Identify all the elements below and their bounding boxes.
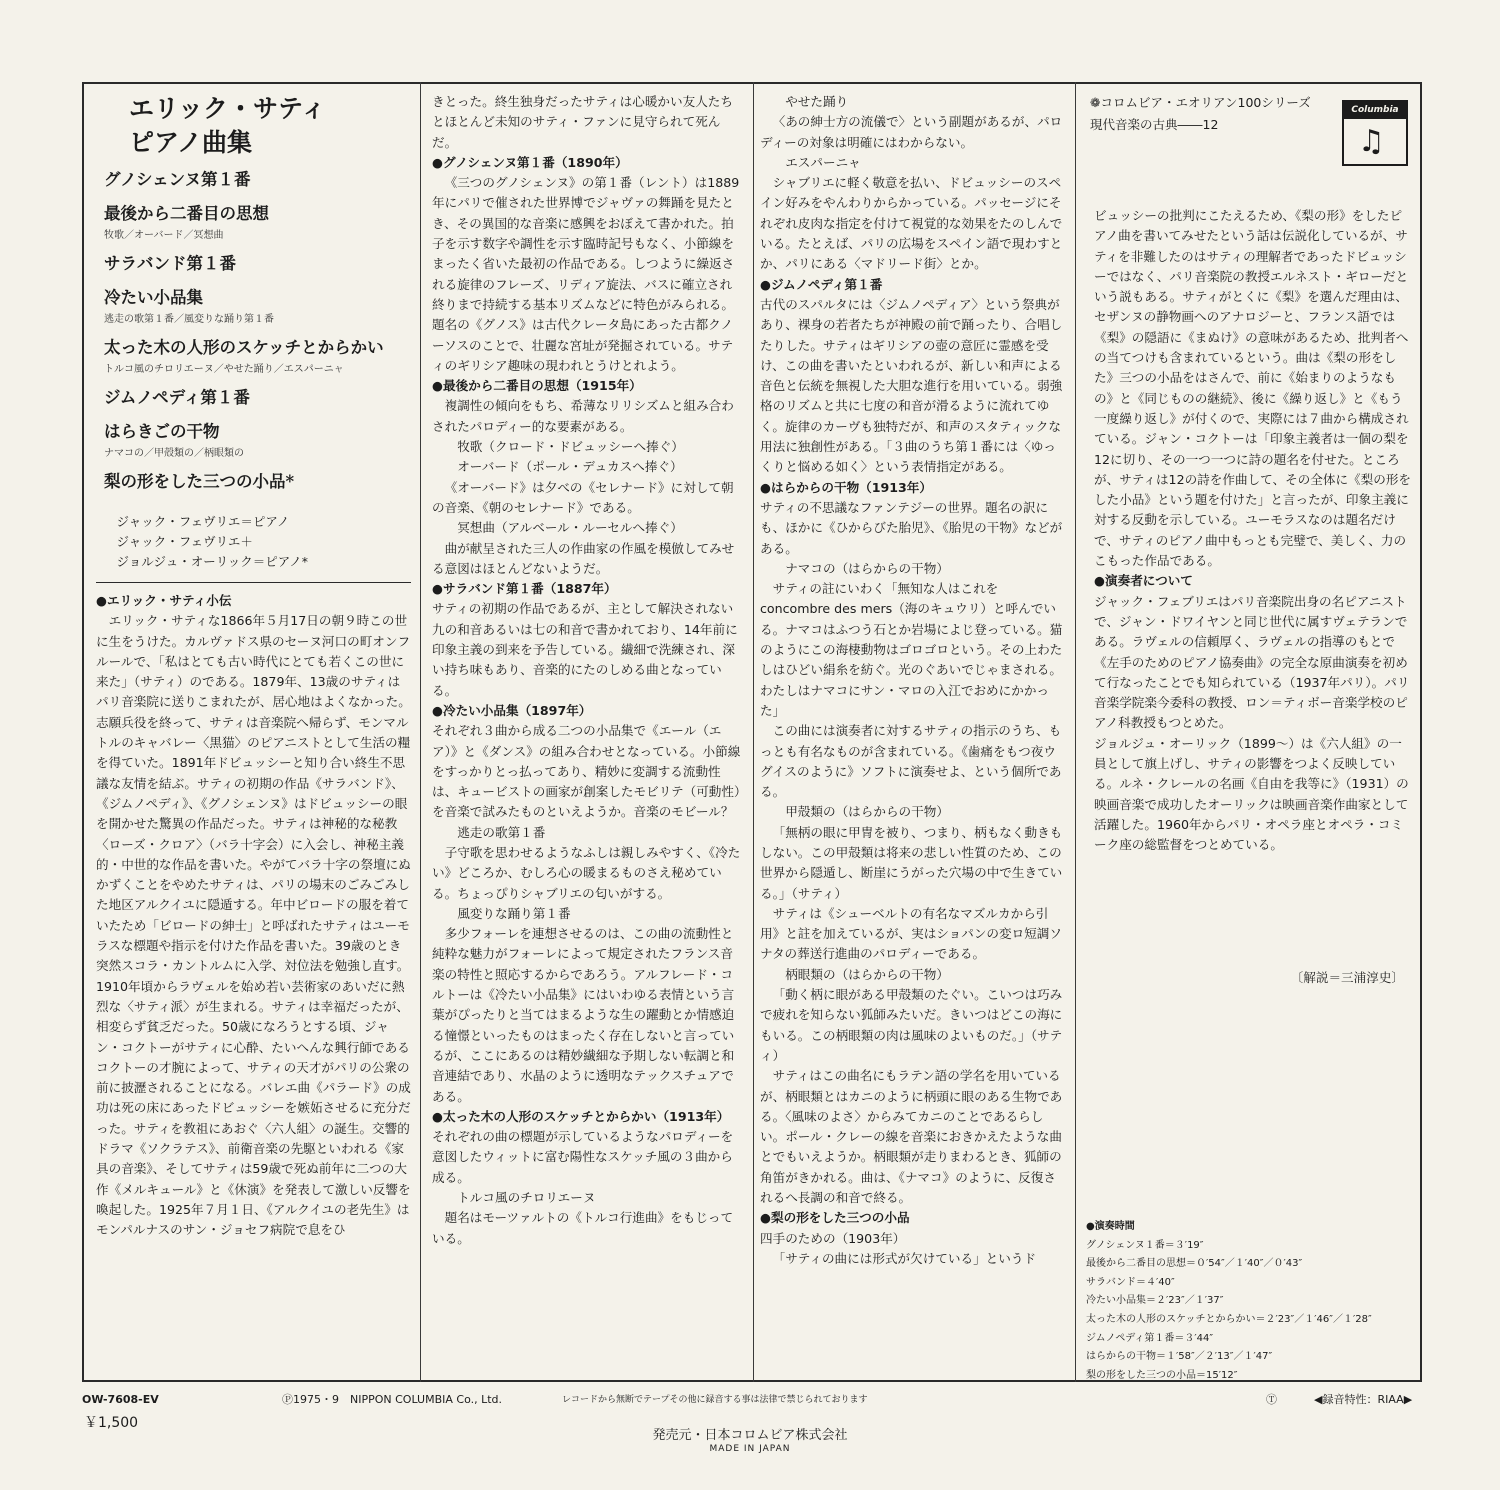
section-heading: ● 演奏者について bbox=[1094, 571, 1412, 591]
track-movements: トルコ風のチロリエーヌ／やせた踊り／エスパーニャ bbox=[104, 364, 344, 375]
piece-subheading: 柄眼類の（はらからの干物） bbox=[785, 966, 949, 982]
paragraph: 四手のための（1903年） bbox=[760, 1230, 906, 1246]
paragraph: サティの不思議なファンテジーの世界。題名の訳にも、ほかに《ひからびた胎児》、《胎児の干物》などがある。 bbox=[760, 499, 1063, 556]
timing-row: グノシェンヌ１番＝３′19″ bbox=[1086, 1239, 1204, 1251]
section-heading: ● 冷たい小品集（1897年） bbox=[432, 701, 744, 721]
publisher: 発売元・日本コロムビア株式会社 bbox=[652, 1428, 848, 1443]
paragraph: ジャック・フェブリエはパリ音楽院出身の名ピアニストで、ジャン・ドワイヤンと同じ世代に属すヴェテランである。ラヴェルの信頼厚く、ラヴェルの指導のもとで《左手のためのピアノ協奏曲》の完全な原曲演奏を初めて行なったことでも知られている（1937年パリ）。パリ音楽学院楽今委科の教授、ロン＝ティボー音楽学校のピアノ科教授もつとめた。 bbox=[1094, 593, 1410, 731]
piece-subheading: やせた踊り bbox=[785, 94, 849, 109]
paragraph: 「動く柄に眼がある甲殻類のたぐい。こいつは巧みで疲れを知らない狐師みたいだ。きいつはどこの海にもいる。この柄眼類の肉は風味のよいものだ。」（サティ） bbox=[760, 987, 1063, 1063]
timing-row: はらからの干物＝１′58″／２′13″／１′47″ bbox=[1086, 1351, 1273, 1363]
timing-row: 太った木の人形のスケッチとからかい＝２′23″／１′46″／１′28″ bbox=[1086, 1313, 1372, 1325]
paragraph: それぞれの曲の標題が示しているようなパロディーを意図したウィットに富む陽性なスケッチ風の３曲から成る。 bbox=[432, 1129, 734, 1185]
timing-title: ●演奏時間 bbox=[1086, 1221, 1135, 1232]
section-heading: ● 太った木の人形のスケッチとからかい（1913年） bbox=[432, 1107, 744, 1127]
footer-bar bbox=[82, 1392, 1422, 1408]
track-movements: 逃走の歌第１番／風変りな踊り第１番 bbox=[104, 314, 274, 325]
riaa-note: ◀録音特性：RIAA▶ bbox=[1314, 1393, 1413, 1406]
paragraph: 曲が献呈された三人の作曲家の作風を模倣してみせる意図はほとんどないようだ。 bbox=[432, 540, 735, 576]
timing-row: 梨の形をした三つの小品＝15′12″ bbox=[1086, 1369, 1238, 1381]
series-header bbox=[1090, 92, 1350, 136]
copyright: Ⓟ1975・9 NIPPON COLUMBIA Co., Ltd. bbox=[282, 1393, 503, 1406]
paragraph: ジョルジュ・オーリック（1899～）は《六人組》の一員として旗上げし、サティの影響をつよく反映している。ルネ・クレールの名画《自由を我等に》（1931）の映画音楽で成功したオーリックは映画音楽作曲家として活躍した。1960年からパリ・オペラ座とオペラ・コミーク座の総監督をつとめている。 bbox=[1094, 735, 1409, 853]
paragraph: それぞれ３曲から成る二つの小品集で《エール（エア）》と《ダンス》の組み合わせとなっている。小節線をすっかりとっ払ってあり、精妙に変調する流動性は、キュービストの画家が創案したモビリテ（可動性）を音楽で試みたものといえようか。音楽のモビール？ bbox=[432, 723, 741, 820]
catalog-number: OW-7608-EV bbox=[82, 1393, 159, 1406]
paragraph: この曲には演奏者に対するサティの指示のうち、もっとも有名なものが含まれている。《歯痛をもつ夜ウグイスのように》ソフトに演奏せよ、という個所である。 bbox=[760, 723, 1062, 800]
column-rule bbox=[1075, 82, 1076, 1382]
paragraph: ビュッシーの批判にこたえるため、《梨の形》をしたピアノ曲を書いてみせたという話は伝説化しているが、サティを非難したのはサティの理解者であったドビュッシーではなく、パリ音楽院の教授エルネスト・ギローだという説もある。サティがとくに《梨》を選んだ理由は、セザンヌの静物画へのアナロジーと、フランス語では《梨》の隠語に《まぬけ》の意味があるため、批判者への当てつけも含まれているという。曲は《梨の形をした》三つの小品をはさんで、前に《始まりのようなもの》と《同じものの継続》、後に《繰り返し》と《もう一度繰り返し》が付くので、実際には７曲から構成されている。ジャン・コクトーは「印象主義者は一個の梨を12に切り、その一つ一つに詩の題名を付せた。ところが、サティは12の詩を作曲して、その全体に《梨の形をした小品》という題を付けた」と言ったが、印象主義に対する反動を示している。ユーモラスなのは題名だけで、サティのピアノ曲中もっとも完璧で、美しく、力のこもった作品である。 bbox=[1094, 208, 1412, 569]
section-heading: ● ジムノペディ第１番 bbox=[760, 275, 1066, 295]
piece-subheading: 牧歌（クロード・ドビュッシーへ捧ぐ） bbox=[457, 439, 684, 455]
column-rule bbox=[753, 82, 754, 1382]
paragraph: サティは《シューベルトの有名なマズルカから引用》と註を加えているが、実はショパンの変ロ短調ソナタの葬送行進曲のパロディーである。 bbox=[760, 905, 1062, 962]
paragraph: 「無柄の眼に甲冑を被り、つまり、柄もなく動きもしない。この甲殻類は将来の悲しい性質のため、この世界から隠遁し、断崖にうがった穴場の中で生きている。」（サティ） bbox=[760, 824, 1063, 901]
performer-line: ジャック・フェヴリエ＋ bbox=[116, 534, 253, 549]
paragraph: 子守歌を思わせるようなふしは親しみやすく、《冷たい》どころか、むしろ心の暖まるものさえ秘めている。ちょっぴりシャブリエの匂いがする。 bbox=[432, 844, 741, 901]
paragraph: サティはこの曲名にもラテン語の学名を用いているが、柄眼類とはカニのように柄頭に眼のある生物である。〈風味のよさ〉からみてカニのことであるらしい。ポール・クレーの線を音楽におきかえたような曲とでもいえようか。柄眼類が走りまわるとき、狐師の角笛がきかれる。曲は、《ナマコ》のように、反復されるへ長調の和音で終る。 bbox=[760, 1068, 1063, 1206]
made-in: MADE IN JAPAN bbox=[709, 1444, 791, 1454]
paragraph: シャブリエに軽く敬意を払い、ドビュッシーのスペイン好みをやんわりからかっている。パッセージにそれぞれ皮肉な指定を付けて視覚的な効果をたのしんでいる。たとえば、パリの広場をスペイン語で現わすとか、パリにある〈マドリード街〉とか。 bbox=[760, 175, 1063, 272]
album-title-line2: ピアノ曲集 bbox=[129, 128, 253, 157]
piece-subheading: 風変りな踊り第１番 bbox=[457, 905, 571, 921]
recording-notice: レコードから無断でテープその他に録音する事は法律で禁じられております bbox=[562, 1395, 868, 1405]
paragraph: 題名はモーツァルトの《トルコ行進曲》をもじっている。 bbox=[432, 1210, 734, 1246]
track-movements: ナマコの／甲殻類の／柄眼類の bbox=[104, 448, 244, 459]
paragraph: サティの初期の作品であるが、主として解決されない九の和音あるいは七の和音で書かれており、14年前に印象主義の到来を予告している。繊細で洗練され、深い持ち味もあり、音楽的にたのしめる曲となっている。 bbox=[432, 601, 738, 698]
columbia-logo bbox=[1342, 100, 1408, 166]
paragraph: エリック・サティな1866年５月17日の朝９時この世に生をうけた。カルヴァドス県のセーヌ河口の町オンフルールで、「私はとても古い時代にとても若くこの世に来た」（サティ）のである。1879年、13歳のサティはパリ音楽院に送りこまれたが、居心地はよくなかった。志願兵役を終って、サティは音楽院へ帰らず、モンマルトルのキャバレー〈黒猫〉のピアニストとして生活の糧を得ていた。1891年ドビュッシーと知り合い終生不思議な友情を結ぶ。サティの初期の作品《サラバンド》、《ジムノペディ》、《グノシェンヌ》はドビュッシーの眼を開かせた驚異の作品だった。サティは神秘的な秘教〈ローズ・クロア〉（バラ十字会）に入会し、神秘主義的・中世的な作品を書いた。やがてバラ十字の祭壇にぬかずくことをやめたサティは、パリの場末のごみごみした地区アルクイユに隠遁する。年中ビロードの服を着ていたため「ビロードの紳士」と呼ばれたサティはユーモラスな標題や指示を付けた作品を書いた。39歳のとき突然スコラ・カントルムに入学、対位法を勉強し直す。1910年頃からラヴェルを始め若い芸術家のあいだに熱烈な〈サティ派〉が生まれる。サティは幸福だったが、相変らず貧乏だった。50歳になろうとする頃、ジャン・コクトーがサティに心酔、たいへんな興行師であるコクトーの才腕によって、サティの天才がパリの公衆の前に披瀝されることになる。バレエ曲《パラード》の成功は死の床にあったドビュッシーを嫉妬させるに充分だった。サティを教祖にあおぐ〈六人組〉の誕生。交響的ドラマ《ソクラテス》、前衛音楽の先駆といわれる《家具の音楽》、そしてサティは59歳で死ぬ前年に二つの大作《メルキュール》と《休演》を発表して激しい反響を喚起した。1925年７月１日、《アルクイユの老先生》はモンパルナスのサン・ジョセフ病院で息をひ bbox=[96, 613, 411, 1238]
paragraph: 《三つのグノシェンヌ》の第１番（レント）は1889年にパリで催された世界博でジャヴァの舞踊を見たとき、その異国的な音楽に感興をおぼえて書かれた。拍子を示す数字や調性を示す臨時記号もなく、小節線をまったく省いた最初の作品である。しつように繰返される旋律のフレーズ、リディア旋法、バスに確立され終りまで持続する基本リズムなどに特色がみられる。題名の《グノス》は古代クレータ島にあった古都クノーソスのことで、壮麗な宮址が発掘されている。サティのギリシア趣味の現われとうけとれよう。 bbox=[432, 175, 740, 373]
music-note-icon: ♫ bbox=[1358, 124, 1385, 159]
track-title: 太った木の人形のスケッチとからかい bbox=[104, 338, 384, 357]
track-movements: 牧歌／オーバード／冥想曲 bbox=[104, 230, 224, 241]
track-list bbox=[96, 166, 411, 496]
logo-wordmark: Columbia bbox=[1344, 102, 1406, 119]
piece-subheading: エスパーニャ bbox=[785, 154, 861, 170]
section-heading: ● サラバンド第１番（1887年） bbox=[432, 579, 744, 599]
paragraph: 古代のスパルタには〈ジムノペディア〉という祭典があり、裸身の若者たちが神殿の前で踊ったり、合唱したりした。サティはギリシアの壺の意匠に霊感を受け、この曲を書いたといわれるが、新しい和声による音色と伝統を無視した大胆な進行を用いている。弱強格のリズムと共に七度の和音が滑るように流れてゆく。旋律のカーヴも独特だが、和声のスタティックな用法に独創性がある。「３曲のうち第１番には〈ゆっくりと悩める如く〉という表情指定がある。 bbox=[760, 296, 1063, 475]
piece-subheading: 冥想曲（アルベール・ルーセルへ捧ぐ） bbox=[457, 520, 683, 536]
timing-row: サラバンド＝４′40″ bbox=[1086, 1276, 1175, 1288]
timing-row: ジムノペディ第１番＝３′44″ bbox=[1086, 1332, 1214, 1344]
divider bbox=[96, 582, 411, 583]
section-heading: ● はらからの干物（1913年） bbox=[760, 478, 1066, 498]
piece-subheading: オーバード（ポール・デュカスへ捧ぐ） bbox=[457, 459, 683, 475]
paragraph: 「サティの曲には形式が欠けている」というド bbox=[772, 1250, 1037, 1266]
series-name: ❁コロムビア・エオリアン100シリーズ bbox=[1090, 95, 1311, 110]
column-3 bbox=[760, 92, 1066, 1269]
paragraph: 多少フォーレを連想させるのは、この曲の流動性と純粋な魅力がフォーレによって規定されたフランス音楽の特性と照応するからであろう。アルフレード・コルトーは《冷たい小品集》にはいわゆる表情という言葉がぴったりと当てはまるような生の躍動とか情感迫る憧憬といったものはまったく存在しないと言っているが、ここにあるのは精妙繊細な予期しない転調と和音連結であり、水晶のように透明なテックスチュアである。 bbox=[432, 926, 735, 1104]
piece-subheading: 逃走の歌第１番 bbox=[457, 824, 546, 840]
column-4 bbox=[1094, 206, 1412, 856]
album-title-line1: エリック・サティ bbox=[129, 94, 327, 123]
piece-subheading: 甲殻類の（はらからの干物） bbox=[785, 804, 949, 820]
track-title: 梨の形をした三つの小品* bbox=[104, 472, 295, 491]
track-title: サラバンド第１番 bbox=[104, 254, 236, 273]
timing-row: 最後から二番目の思想＝０′54″／１′40″／０′43″ bbox=[1086, 1258, 1303, 1270]
series-subtitle: 現代音楽の古典――12 bbox=[1090, 117, 1219, 132]
track-title: はらきごの干物 bbox=[104, 422, 220, 441]
paragraph: サティの註にいわく「無知な人はこれを concombre des mers（海のキュウリ）と呼んでいる。ナマコはふつう石とか岩場によじ登っている。猫のようにこの海棲動物はゴロゴロという。その上わたしはひどい絹糸を紡ぐ。光のぐあいでじゃまされる。わたしはナマコにサン・マロの入江でおめにかかった」 bbox=[760, 581, 1063, 718]
section-heading: ● グノシェンヌ第１番（1890年） bbox=[432, 153, 744, 173]
piece-subheading: ナマコの（はらからの干物） bbox=[785, 560, 949, 576]
t-mark: Ⓣ bbox=[1266, 1393, 1277, 1406]
track-title: 最後から二番目の思想 bbox=[104, 204, 269, 223]
section-heading: ● エリック・サティ小伝 bbox=[96, 591, 411, 611]
track-title: ジムノペディ第１番 bbox=[104, 388, 250, 407]
credit: 〔解説＝三浦淳史〕 bbox=[1290, 970, 1404, 985]
column-1 bbox=[96, 92, 411, 1241]
paragraph: 〈あの紳士方の流儀で〉という副題があるが、パロディーの対象は明確にはわからない。 bbox=[760, 114, 1063, 150]
column-2 bbox=[432, 92, 744, 1249]
price: ￥1,500 bbox=[84, 1415, 139, 1431]
column-rule bbox=[420, 82, 421, 1382]
track-title: 冷たい小品集 bbox=[104, 288, 203, 307]
section-heading: ● 梨の形をした三つの小品 bbox=[760, 1208, 1066, 1228]
section-heading: ● 最後から二番目の思想（1915年） bbox=[432, 376, 744, 396]
timing-table bbox=[1086, 1218, 1416, 1385]
paragraph: 複調性の傾向をもち、希薄なリリシズムと組み合わされたパロディー的な要素がある。 bbox=[432, 398, 734, 434]
track-title: グノシェンヌ第１番 bbox=[104, 170, 251, 189]
biography-text bbox=[96, 591, 411, 1241]
album-title bbox=[96, 92, 411, 160]
paragraph: 《オーバード》は夕べの《セレナード》に対して朝の音楽、《朝のセレナード》である。 bbox=[432, 479, 734, 515]
timing-row: 冷たい小品集＝２′23″／１′37″ bbox=[1086, 1295, 1224, 1307]
performer-list bbox=[96, 512, 411, 572]
piece-subheading: トルコ風のチロリエーヌ bbox=[457, 1190, 596, 1206]
performer-line: ジョルジュ・オーリック＝ピアノ* bbox=[116, 554, 308, 569]
paragraph: きとった。終生独身だったサティは心暖かい友人たちとほとんど未知のサティ・ファンに見守られて死んだ。 bbox=[432, 94, 733, 150]
performer-line: ジャック・フェヴリエ＝ピアノ bbox=[116, 514, 290, 529]
